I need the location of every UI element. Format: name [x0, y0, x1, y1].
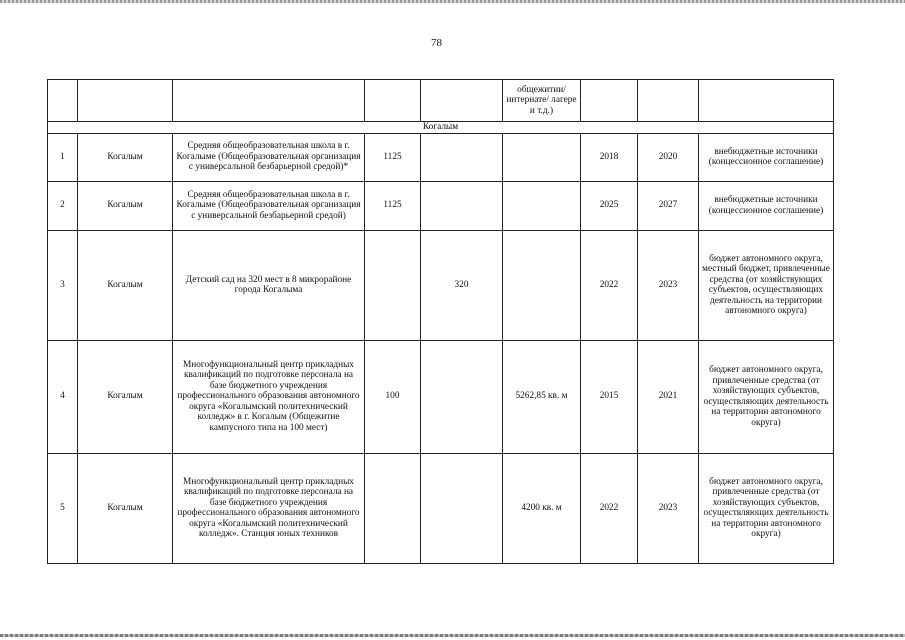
row-number: 5: [48, 453, 78, 563]
row-places: 1125: [365, 133, 421, 181]
row-beds: [421, 133, 503, 181]
row-beds: [421, 340, 503, 453]
row-start-year: 2015: [581, 340, 638, 453]
row-object-name: Средняя общеобразовательная школа в г. Когалыме (Общеобразовательная организация с универсальной безбарьерной средой)*: [173, 133, 365, 181]
row-municipality: Когалым: [78, 230, 173, 340]
section-title: Когалым: [48, 122, 834, 134]
header-cell: [638, 80, 699, 122]
row-beds: 320: [421, 230, 503, 340]
row-number: 3: [48, 230, 78, 340]
row-municipality: Когалым: [78, 340, 173, 453]
row-beds: [421, 181, 503, 230]
row-start-year: 2022: [581, 453, 638, 563]
row-places: 1125: [365, 181, 421, 230]
row-places: 100: [365, 340, 421, 453]
row-funding-source: внебюджетные источники (концессионное соглашение): [699, 133, 834, 181]
header-row: [48, 80, 834, 122]
row-number: 2: [48, 181, 78, 230]
table-row: [48, 133, 834, 181]
row-area: [503, 133, 581, 181]
row-places: [365, 230, 421, 340]
table-row: [48, 453, 834, 563]
table-row: [48, 230, 834, 340]
row-end-year: 2023: [638, 230, 699, 340]
row-area: 5262,85 кв. м: [503, 340, 581, 453]
row-area: 4200 кв. м: [503, 453, 581, 563]
header-cell: [78, 80, 173, 122]
row-funding-source: бюджет автономного округа, привлеченные средства (от хозяйствующих субъектов, осуществляющих деятельность на территории автономного округа): [699, 453, 834, 563]
header-cell: [699, 80, 834, 122]
header-cell: [48, 80, 78, 122]
row-area: [503, 230, 581, 340]
header-cell: [365, 80, 421, 122]
page-number: 78: [431, 37, 442, 49]
row-beds: [421, 453, 503, 563]
row-end-year: 2023: [638, 453, 699, 563]
row-end-year: 2027: [638, 181, 699, 230]
objects-table: [47, 79, 834, 564]
row-funding-source: внебюджетные источники (концессионное соглашение): [699, 181, 834, 230]
row-object-name: Многофункциональный центр прикладных квалификаций по подготовке персонала на базе бюджетного учреждения профессионального образования автономного округа «Когалымский политехнический колледж». Станция юных техников: [173, 453, 365, 563]
row-area: [503, 181, 581, 230]
row-object-name: Детский сад на 320 мест в 8 микрорайоне города Когалыма: [173, 230, 365, 340]
row-object-name: Многофункциональный центр прикладных квалификаций по подготовке персонала на базе бюджетного учреждения профессионального образования автономного округа «Когалымский политехнический колледж» в г. Когалым (Общежитие кампусного типа на 100 мест): [173, 340, 365, 453]
row-funding-source: бюджет автономного округа, местный бюджет, привлеченные средства (от хозяйствующих субъектов, осуществляющих деятельность на территории автономного округа): [699, 230, 834, 340]
row-number: 4: [48, 340, 78, 453]
header-cell-area-note: общежитии/ интернате/ лагере и т.д.): [503, 80, 581, 122]
scan-bottom-edge: [0, 634, 905, 637]
row-start-year: 2022: [581, 230, 638, 340]
header-cell: [421, 80, 503, 122]
row-funding-source: бюджет автономного округа, привлеченные средства (от хозяйствующих субъектов, осуществляющих деятельность на территории автономного округа): [699, 340, 834, 453]
row-municipality: Когалым: [78, 453, 173, 563]
row-municipality: Когалым: [78, 181, 173, 230]
row-number: 1: [48, 133, 78, 181]
row-end-year: 2021: [638, 340, 699, 453]
row-start-year: 2025: [581, 181, 638, 230]
header-cell: [173, 80, 365, 122]
section-row: [48, 122, 834, 134]
row-places: [365, 453, 421, 563]
row-municipality: Когалым: [78, 133, 173, 181]
table-row: [48, 340, 834, 453]
row-end-year: 2020: [638, 133, 699, 181]
table-row: [48, 181, 834, 230]
row-start-year: 2018: [581, 133, 638, 181]
scan-top-edge: [0, 0, 905, 3]
header-cell: [581, 80, 638, 122]
row-object-name: Средняя общеобразовательная школа в г. Когалыме (Общеобразовательная организация с универсальной безбарьерной средой): [173, 181, 365, 230]
